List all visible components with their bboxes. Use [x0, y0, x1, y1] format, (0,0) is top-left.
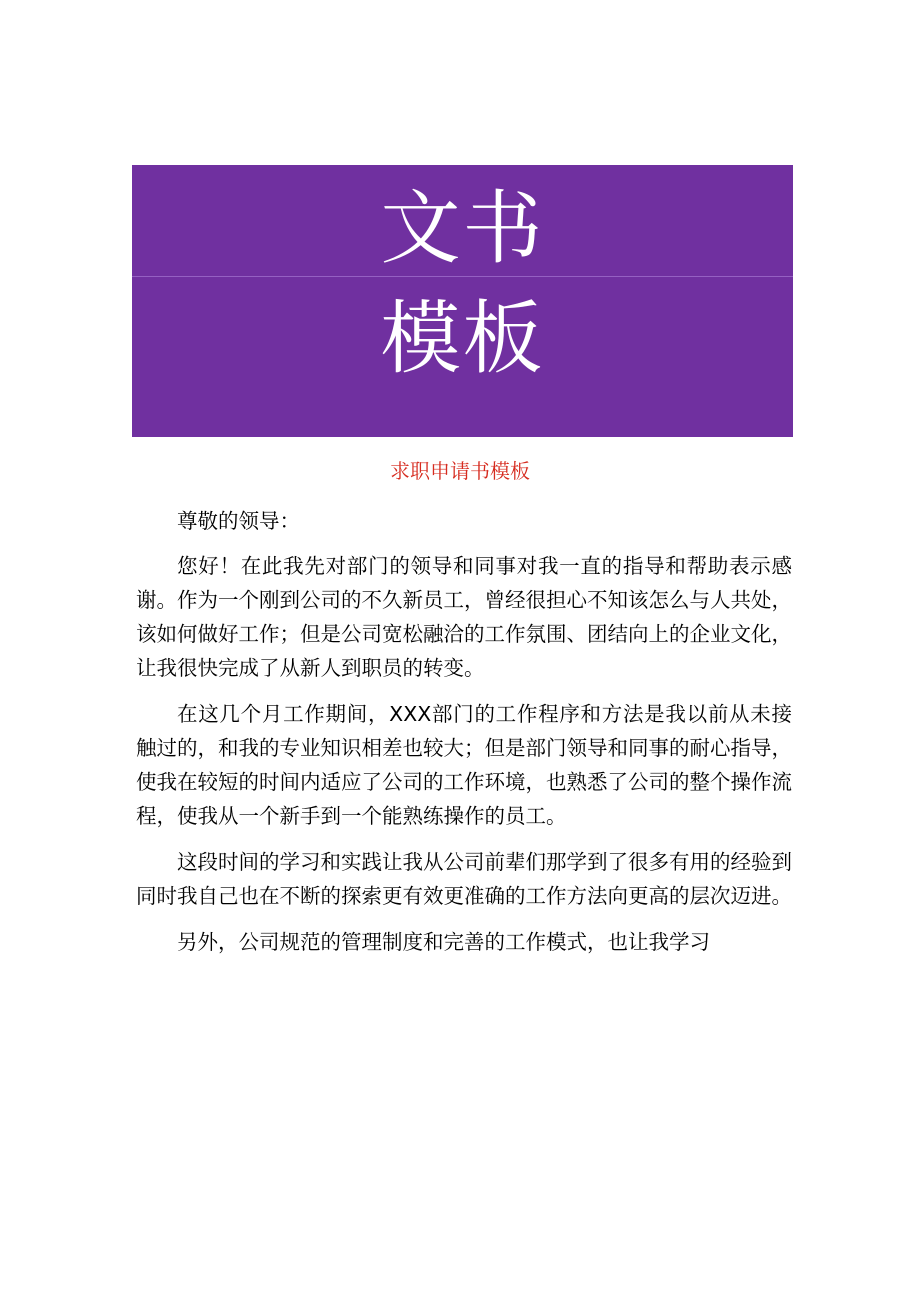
paragraph-4: 另外，公司规范的管理制度和完善的工作模式，也让我学习 — [177, 930, 710, 954]
paragraph-1: 您好！在此我先对部门的领导和同事对我一直的指导和帮助表示感谢。作为一个刚到公司的不久新员工，曾经很担心不知该怎么与人共处，该如何做好工作；但是公司宽松融洽的工作氛围、团结向上的企业文化，让我很快完成了从新人到职员的转变。 — [136, 554, 792, 680]
title-banner — [132, 165, 793, 437]
paragraph-2: 在这几个月工作期间，XXX部门的工作程序和方法是我以前从未接触过的，和我的专业知识相差也较大；但是部门领导和同事的耐心指导，使我在较短的时间内适应了公司的工作环境，也熟悉了公司的整个操作流程，使我从一个新手到一个能熟练操作的员工。 — [136, 702, 792, 828]
document-body — [136, 504, 792, 971]
banner-title-line1: 文书 — [380, 182, 545, 275]
banner-title-line2: 模板 — [380, 292, 545, 385]
salutation: 尊敬的领导： — [177, 509, 300, 533]
document-title: 求职申请书模板 — [390, 459, 530, 483]
paragraph-3: 这段时间的学习和实践让我从公司前辈们那学到了很多有用的经验到同时我自己也在不断的探索更有效更准确的工作方法向更高的层次迈进。 — [136, 850, 792, 908]
